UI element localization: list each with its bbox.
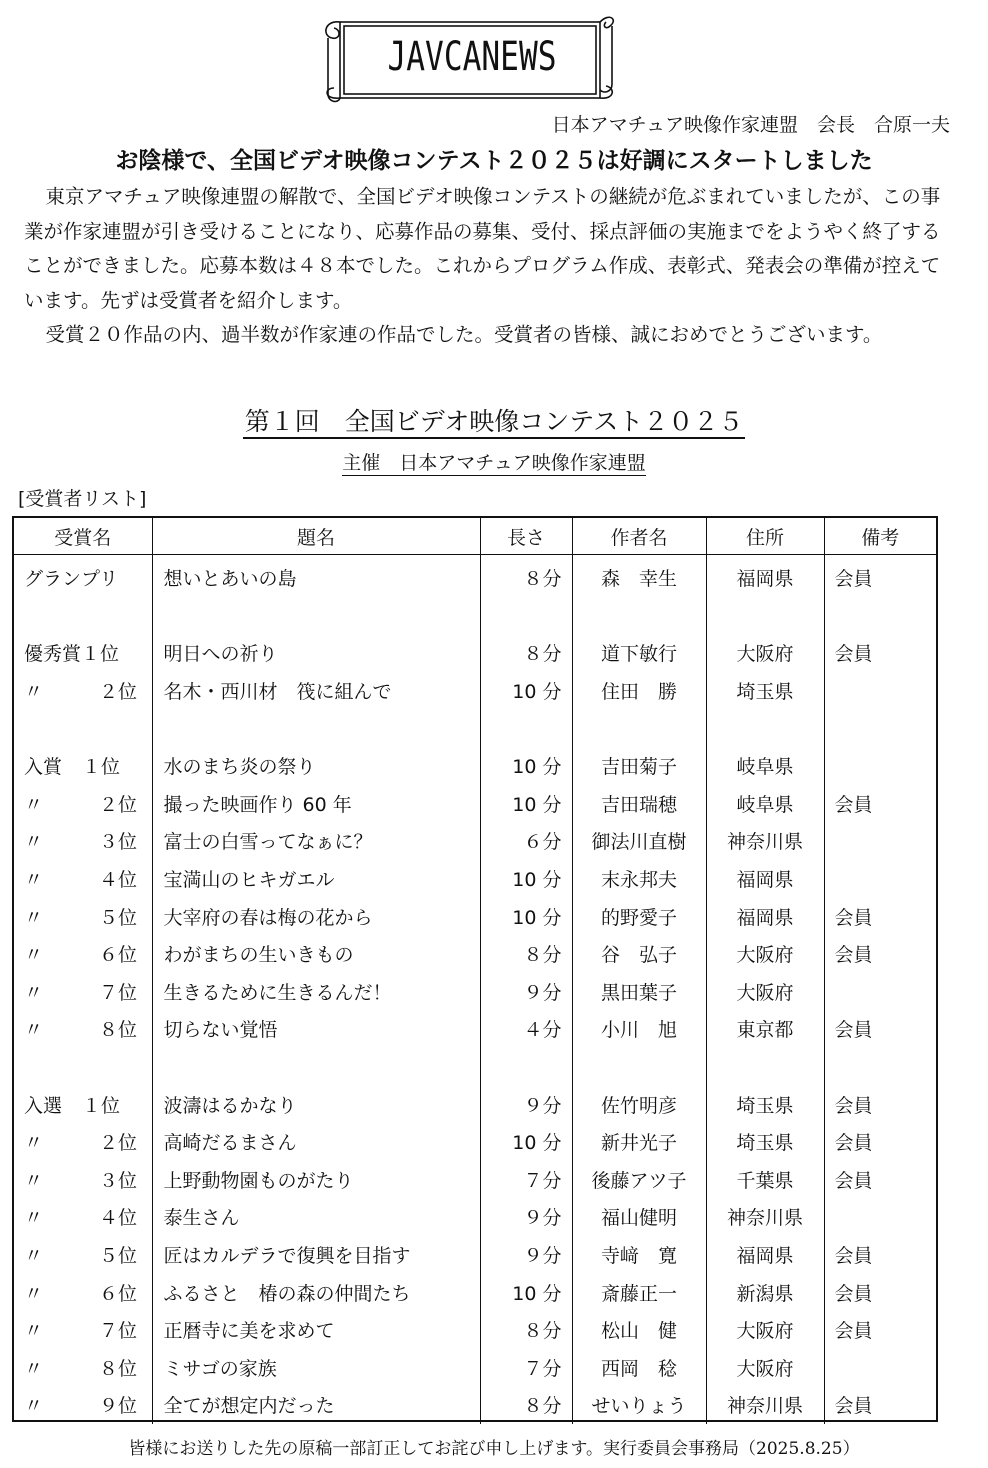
footer-note: 皆様にお送りした先の原稿一部訂正してお詫び申し上げます。実行委員会事務局（2025.8.25）	[128, 1439, 860, 1459]
table-row	[14, 860, 936, 898]
cell-author: 新井光子	[572, 1123, 706, 1161]
award-name: 〃	[24, 1357, 44, 1380]
cell-address: 神奈川県	[706, 1198, 824, 1236]
header-address: 住所	[706, 518, 824, 555]
cell-address: 福岡県	[706, 897, 824, 935]
award-name: 〃	[24, 1207, 44, 1230]
cell-note	[824, 672, 936, 710]
cell-note: 会員	[834, 1094, 873, 1117]
cell-author: 住田 勝	[572, 672, 706, 710]
cell-title: 全てが想定内だった	[152, 1386, 480, 1424]
cell-address: 大阪府	[706, 1311, 824, 1349]
award-name: 〃	[24, 1169, 44, 1192]
award-name: 入選	[24, 1094, 63, 1117]
award-rank: ２位	[99, 793, 138, 816]
cell-title	[152, 1048, 480, 1086]
cell-author: 末永邦夫	[572, 860, 706, 898]
cell-award	[14, 709, 152, 747]
cell-award	[14, 747, 152, 785]
table-row	[14, 785, 936, 823]
cell-title: 想いとあいの島	[152, 555, 480, 597]
cell-author: 谷 弘子	[572, 935, 706, 973]
award-name: 〃	[24, 1282, 44, 1305]
cell-author: 福山健明	[572, 1198, 706, 1236]
cell-author: 御法川直樹	[572, 822, 706, 860]
award-rank: １位	[82, 756, 121, 779]
award-rank: ４位	[99, 1207, 138, 1230]
award-name: 〃	[24, 869, 44, 892]
cell-award	[14, 672, 152, 710]
cell-address: 大阪府	[706, 973, 824, 1011]
cell-length: ８分	[480, 1311, 572, 1349]
cell-address: 新潟県	[706, 1273, 824, 1311]
cell-award	[14, 1386, 152, 1424]
award-rank: ６位	[99, 944, 138, 967]
intro-paragraph-2: 受賞２０作品の内、過半数が作家連の作品でした。受賞者の皆様、誠におめでとうございます。	[45, 323, 883, 346]
cell-author: 吉田菊子	[572, 747, 706, 785]
cell-note	[824, 822, 936, 860]
cell-address: 千葉県	[706, 1161, 824, 1199]
cell-length: ６分	[480, 822, 572, 860]
cell-address: 福岡県	[706, 555, 824, 597]
list-label: [受賞者リスト]	[18, 488, 147, 510]
organizer	[0, 448, 988, 475]
cell-author	[572, 709, 706, 747]
award-rank: ３位	[99, 1169, 138, 1192]
contest-title	[0, 402, 988, 438]
award-name: 〃	[24, 793, 44, 816]
cell-title: 生きるために生きるんだ！	[152, 973, 480, 1011]
table-row	[14, 1198, 936, 1236]
header-award: 受賞名	[14, 518, 152, 555]
cell-length: ８分	[480, 1386, 572, 1424]
cell-note: 会員	[834, 1320, 873, 1343]
cell-title: 大宰府の春は梅の花から	[152, 897, 480, 935]
cell-author: 森 幸生	[572, 555, 706, 597]
header-title: 題名	[152, 518, 480, 555]
cell-award	[14, 1198, 152, 1236]
cell-title: 泰生さん	[152, 1198, 480, 1236]
cell-title: 水のまち炎の祭り	[152, 747, 480, 785]
award-name: 入賞	[24, 756, 63, 779]
cell-address	[706, 1048, 824, 1086]
award-rank: ７位	[99, 981, 138, 1004]
cell-title: わがまちの生いきもの	[152, 935, 480, 973]
award-name: グランプリ	[24, 568, 119, 591]
cell-note	[824, 597, 936, 635]
cell-title: 波濤はるかなり	[152, 1085, 480, 1123]
cell-award	[14, 555, 152, 597]
table-row	[14, 747, 936, 785]
cell-length: ９分	[480, 1085, 572, 1123]
cell-title: 撮った映画作り 60 年	[152, 785, 480, 823]
cell-author: 小川 旭	[572, 1010, 706, 1048]
cell-note	[824, 747, 936, 785]
cell-title	[152, 709, 480, 747]
cell-award	[14, 1048, 152, 1086]
table-row	[14, 1348, 936, 1386]
cell-address: 埼玉県	[706, 1123, 824, 1161]
cell-note: 会員	[834, 1282, 873, 1305]
cell-award	[14, 935, 152, 973]
cell-address: 埼玉県	[706, 672, 824, 710]
table-body	[14, 555, 936, 1424]
table-header-row	[14, 518, 936, 555]
cell-award	[14, 634, 152, 672]
cell-length: ７分	[480, 1161, 572, 1199]
table-row	[14, 709, 936, 747]
cell-address: 岐阜県	[706, 785, 824, 823]
header-note: 備考	[824, 518, 936, 555]
award-rank: ９位	[99, 1395, 138, 1418]
author-line: 日本アマチュア映像作家連盟 会長 合原一夫	[551, 114, 950, 136]
cell-note: 会員	[834, 1132, 873, 1155]
award-rank: ３位	[99, 831, 138, 854]
cell-author: 的野愛子	[572, 897, 706, 935]
cell-title: 正暦寺に美を求めて	[152, 1311, 480, 1349]
cell-author: 黒田葉子	[572, 973, 706, 1011]
table-row	[14, 935, 936, 973]
cell-author: せいりょう	[572, 1386, 706, 1424]
award-rank: ５位	[99, 906, 138, 929]
cell-note	[824, 709, 936, 747]
cell-length: ９分	[480, 1236, 572, 1274]
cell-award	[14, 822, 152, 860]
table-row	[14, 1386, 936, 1424]
table-row	[14, 1236, 936, 1274]
banner-title: JAVCANEWS	[387, 34, 557, 80]
cell-address: 大阪府	[706, 935, 824, 973]
cell-note: 会員	[834, 1244, 873, 1267]
cell-title: 名木・西川材 筏に組んで	[152, 672, 480, 710]
cell-title: 高崎だるまさん	[152, 1123, 480, 1161]
cell-length: 10 分	[480, 1273, 572, 1311]
cell-award	[14, 1161, 152, 1199]
cell-address: 東京都	[706, 1010, 824, 1048]
cell-author: 斎藤正一	[572, 1273, 706, 1311]
cell-title: 宝満山のヒキガエル	[152, 860, 480, 898]
table-row	[14, 1085, 936, 1123]
award-rank: ２位	[99, 681, 138, 704]
cell-address: 福岡県	[706, 1236, 824, 1274]
cell-note: 会員	[834, 793, 873, 816]
header-author: 作者名	[572, 518, 706, 555]
intro-text	[24, 180, 954, 353]
table-row	[14, 897, 936, 935]
cell-address: 神奈川県	[706, 1386, 824, 1424]
cell-author: 松山 健	[572, 1311, 706, 1349]
table-row	[14, 1048, 936, 1086]
newsletter-banner	[318, 8, 618, 106]
cell-title: 匠はカルデラで復興を目指す	[152, 1236, 480, 1274]
cell-author: 後藤アツ子	[572, 1161, 706, 1199]
cell-award	[14, 785, 152, 823]
cell-length	[480, 709, 572, 747]
award-rank: ８位	[99, 1357, 138, 1380]
table-row	[14, 1273, 936, 1311]
cell-note	[824, 973, 936, 1011]
table-row	[14, 1123, 936, 1161]
cell-author: 道下敏行	[572, 634, 706, 672]
cell-length: ４分	[480, 1010, 572, 1048]
cell-address	[706, 597, 824, 635]
cell-award	[14, 1123, 152, 1161]
cell-award	[14, 973, 152, 1011]
cell-award	[14, 897, 152, 935]
cell-award	[14, 597, 152, 635]
table-row	[14, 1010, 936, 1048]
award-rank: ４位	[99, 869, 138, 892]
cell-author: 吉田瑞穂	[572, 785, 706, 823]
cell-length: 10 分	[480, 747, 572, 785]
cell-note	[824, 1348, 936, 1386]
award-rank: ５位	[99, 1244, 138, 1267]
cell-author: 西岡 稔	[572, 1348, 706, 1386]
cell-length: 10 分	[480, 672, 572, 710]
cell-award	[14, 1273, 152, 1311]
award-table-grid	[14, 518, 936, 1424]
award-rank: ７位	[99, 1320, 138, 1343]
cell-title: ミサゴの家族	[152, 1348, 480, 1386]
award-rank: １位	[82, 1094, 121, 1117]
cell-length: ８分	[480, 634, 572, 672]
cell-award	[14, 1311, 152, 1349]
award-name: 〃	[24, 1132, 44, 1155]
award-name: 〃	[24, 1395, 44, 1418]
cell-author	[572, 1048, 706, 1086]
cell-note	[824, 1198, 936, 1236]
cell-length: ８分	[480, 935, 572, 973]
cell-note: 会員	[834, 1019, 873, 1042]
intro-paragraph-1: 東京アマチュア映像連盟の解散で、全国ビデオ映像コンテストの継続が危ぶまれていましたが、この事業が作家連盟が引き受けることになり、応募作品の募集、受付、採点評価の実施までをようやく終了することができました。応募本数は４８本でした。これからプログラム作成、表彰式、発表会の準備が控えています。先ずは受賞者を紹介します。	[24, 185, 941, 312]
table-row	[14, 672, 936, 710]
cell-address	[706, 709, 824, 747]
award-name: 優秀賞	[24, 643, 82, 666]
cell-length: ９分	[480, 1198, 572, 1236]
cell-length	[480, 597, 572, 635]
cell-address: 大阪府	[706, 1348, 824, 1386]
cell-length: ９分	[480, 973, 572, 1011]
cell-note: 会員	[834, 1169, 873, 1192]
cell-length: 10 分	[480, 785, 572, 823]
cell-note: 会員	[834, 1395, 873, 1418]
organizer-text: 主催 日本アマチュア映像作家連盟	[342, 452, 646, 474]
cell-length: 10 分	[480, 897, 572, 935]
award-name: 〃	[24, 944, 44, 967]
table-row	[14, 555, 936, 597]
cell-note	[824, 860, 936, 898]
award-rank: １位	[81, 643, 120, 666]
award-name: 〃	[24, 981, 44, 1004]
cell-title: ふるさと 椿の森の仲間たち	[152, 1273, 480, 1311]
cell-award	[14, 860, 152, 898]
cell-length	[480, 1048, 572, 1086]
cell-address: 岐阜県	[706, 747, 824, 785]
table-row	[14, 1161, 936, 1199]
award-name: 〃	[24, 681, 44, 704]
cell-length: ８分	[480, 555, 572, 597]
table-row	[14, 822, 936, 860]
award-rank: ２位	[99, 1132, 138, 1155]
cell-address: 埼玉県	[706, 1085, 824, 1123]
award-name: 〃	[24, 1244, 44, 1267]
award-rank: ８位	[99, 1019, 138, 1042]
cell-title: 富士の白雪ってなぁに？	[152, 822, 480, 860]
cell-author	[572, 597, 706, 635]
table-row	[14, 1311, 936, 1349]
contest-title-text: 第１回 全国ビデオ映像コンテスト２０２５	[243, 407, 746, 439]
cell-note: 会員	[834, 906, 873, 929]
cell-length: 10 分	[480, 860, 572, 898]
cell-award	[14, 1085, 152, 1123]
header-length: 長さ	[480, 518, 572, 555]
cell-note: 会員	[834, 643, 873, 666]
award-name: 〃	[24, 831, 44, 854]
award-table	[12, 516, 938, 1422]
cell-title: 上野動物園ものがたり	[152, 1161, 480, 1199]
cell-author: 佐竹明彦	[572, 1085, 706, 1123]
cell-award	[14, 1348, 152, 1386]
award-name: 〃	[24, 906, 44, 929]
table-row	[14, 634, 936, 672]
cell-note: 会員	[834, 568, 873, 591]
cell-address: 福岡県	[706, 860, 824, 898]
cell-award	[14, 1010, 152, 1048]
table-row	[14, 973, 936, 1011]
award-name: 〃	[24, 1320, 44, 1343]
cell-author: 寺﨑 寛	[572, 1236, 706, 1274]
cell-title	[152, 597, 480, 635]
headline: お陰様で、全国ビデオ映像コンテスト２０２５は好調にスタートしました	[115, 148, 873, 174]
award-rank: ６位	[99, 1282, 138, 1305]
cell-note: 会員	[834, 944, 873, 967]
cell-address: 神奈川県	[706, 822, 824, 860]
cell-length: 10 分	[480, 1123, 572, 1161]
cell-title: 明日への祈り	[152, 634, 480, 672]
cell-award	[14, 1236, 152, 1274]
award-name: 〃	[24, 1019, 44, 1042]
cell-address: 大阪府	[706, 634, 824, 672]
cell-title: 切らない覚悟	[152, 1010, 480, 1048]
table-row	[14, 597, 936, 635]
cell-note	[824, 1048, 936, 1086]
cell-length: ７分	[480, 1348, 572, 1386]
